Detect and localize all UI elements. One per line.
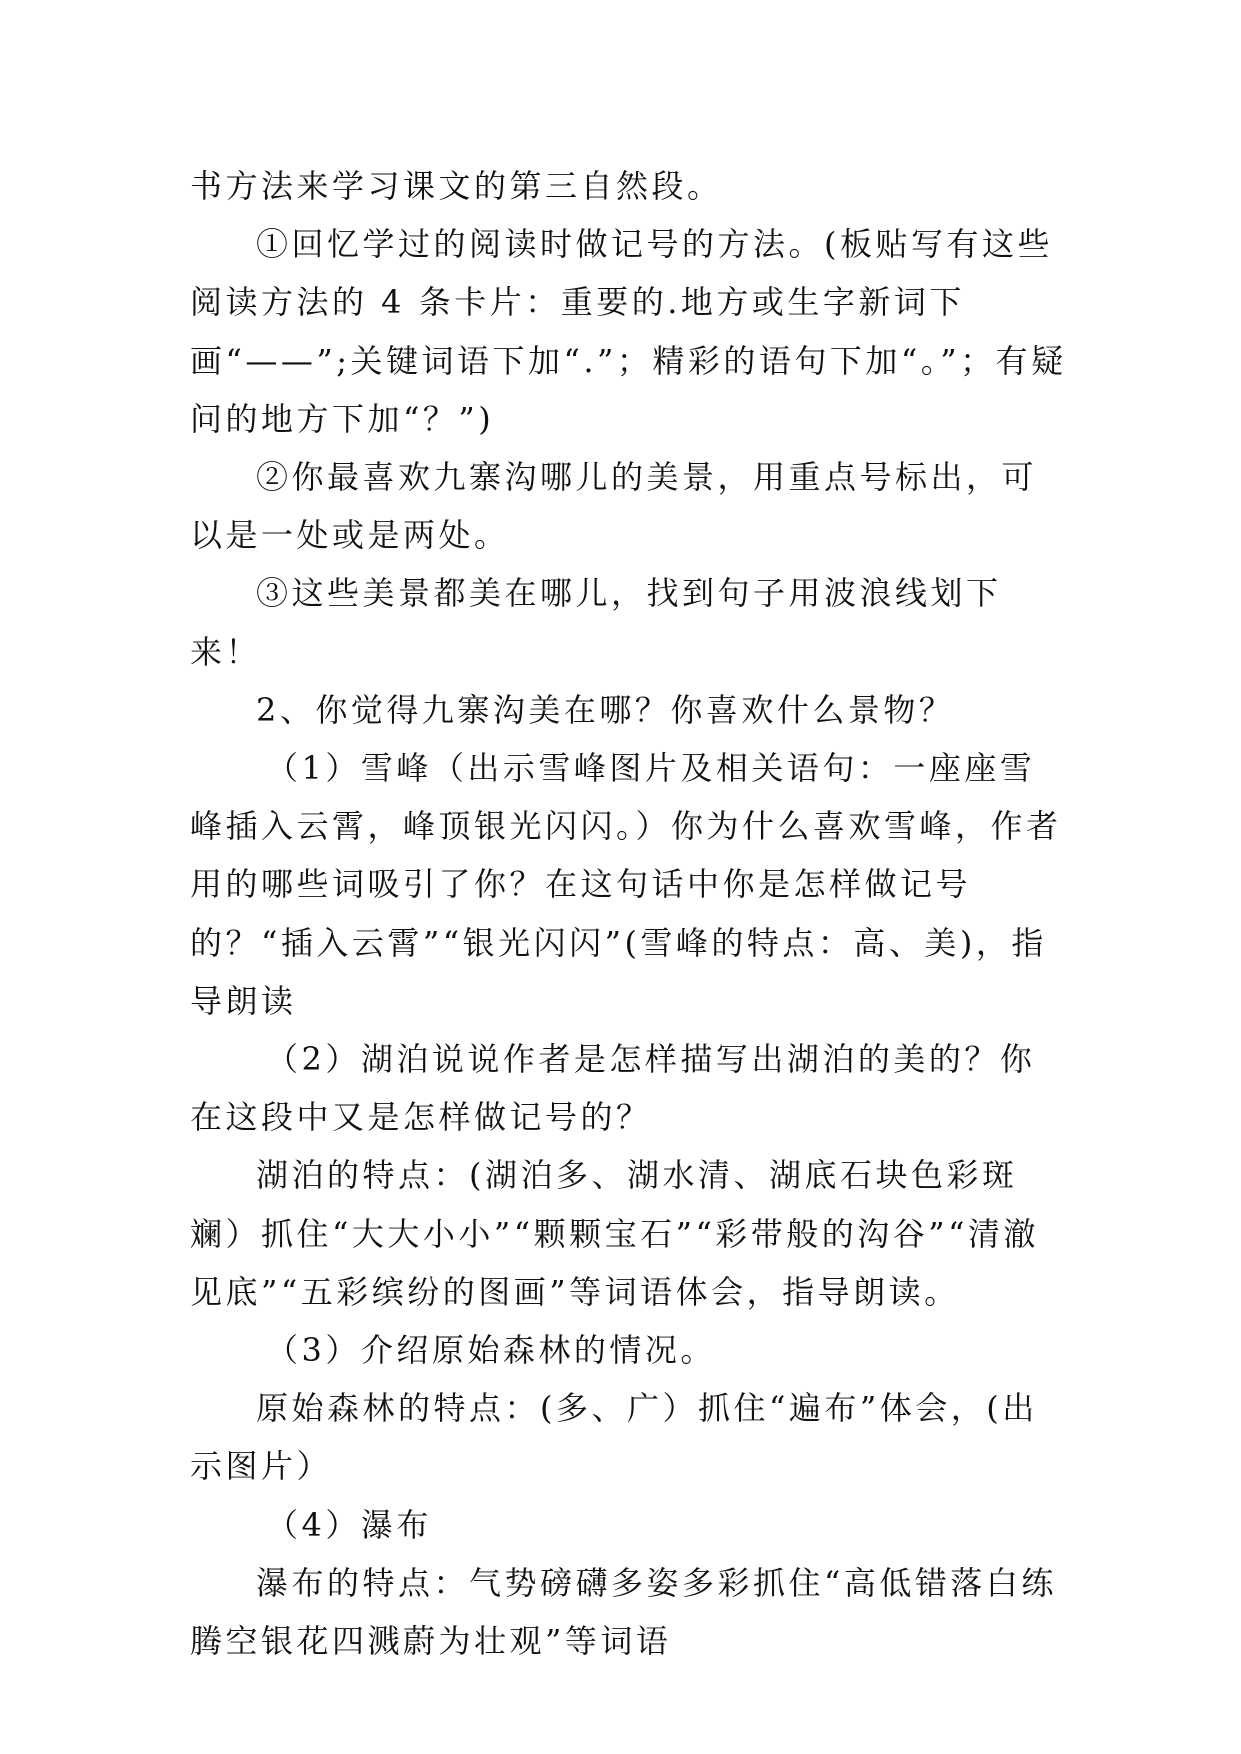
paragraph-step-3: ③这些美景都美在哪儿，找到句子用波浪线划下来！ [190, 574, 1002, 671]
paragraph-waterfall: （4）瀑布 [266, 1505, 432, 1544]
paragraph-question-2: 2、你觉得九寨沟美在哪？你喜欢什么景物？ [256, 690, 955, 729]
body-text [190, 157, 1070, 1670]
paragraph-lake-features: 湖泊的特点：(湖泊多、湖水清、湖底石块色彩斑斓）抓住“大大小小”“颗颗宝石”“彩带般的沟谷”“清澈见底”“五彩缤纷的图画”等词语体会，指导朗读。 [190, 1156, 1040, 1311]
paragraph-forest: （3）介绍原始森林的情况。 [266, 1331, 716, 1370]
paragraph-waterfall-features: 瀑布的特点：气势磅礴多姿多彩抓住“高低错落白练腾空银花四溅蔚为壮观”等词语 [190, 1563, 1057, 1661]
paragraph-continuation: 书方法来学习课文的第三自然段。 [190, 167, 723, 205]
paragraph-lake: （2）湖泊说说作者是怎样描写出湖泊的美的？你在这段中又是怎样做记号的？ [190, 1040, 1036, 1137]
paragraph-step-2: ②你最喜欢九寨沟哪儿的美景，用重点号标出，可以是一处或是两处。 [190, 458, 1038, 555]
paragraph-step-1: ①回忆学过的阅读时做记号的方法。(板贴写有这些阅读方法的 4 条卡片：重要的.地方或生字新词下画“——”;关键词语下加“.”；精彩的语句下加“。”；有疑问的地方下加“？”) [190, 225, 1067, 438]
paragraph-forest-features: 原始森林的特点：(多、广）抓住“遍布”体会，(出示图片） [190, 1389, 1038, 1486]
paragraph-snow-peak: （1）雪峰（出示雪峰图片及相关语句：一座座雪峰插入云霄，峰顶银光闪闪。）你为什么喜欢雪峰，作者用的哪些词吸引了你？在这句话中你是怎样做记号的？“插入云霄”“银光闪闪”(雪峰的特点：高、美)，指导朗读 [190, 749, 1062, 1020]
